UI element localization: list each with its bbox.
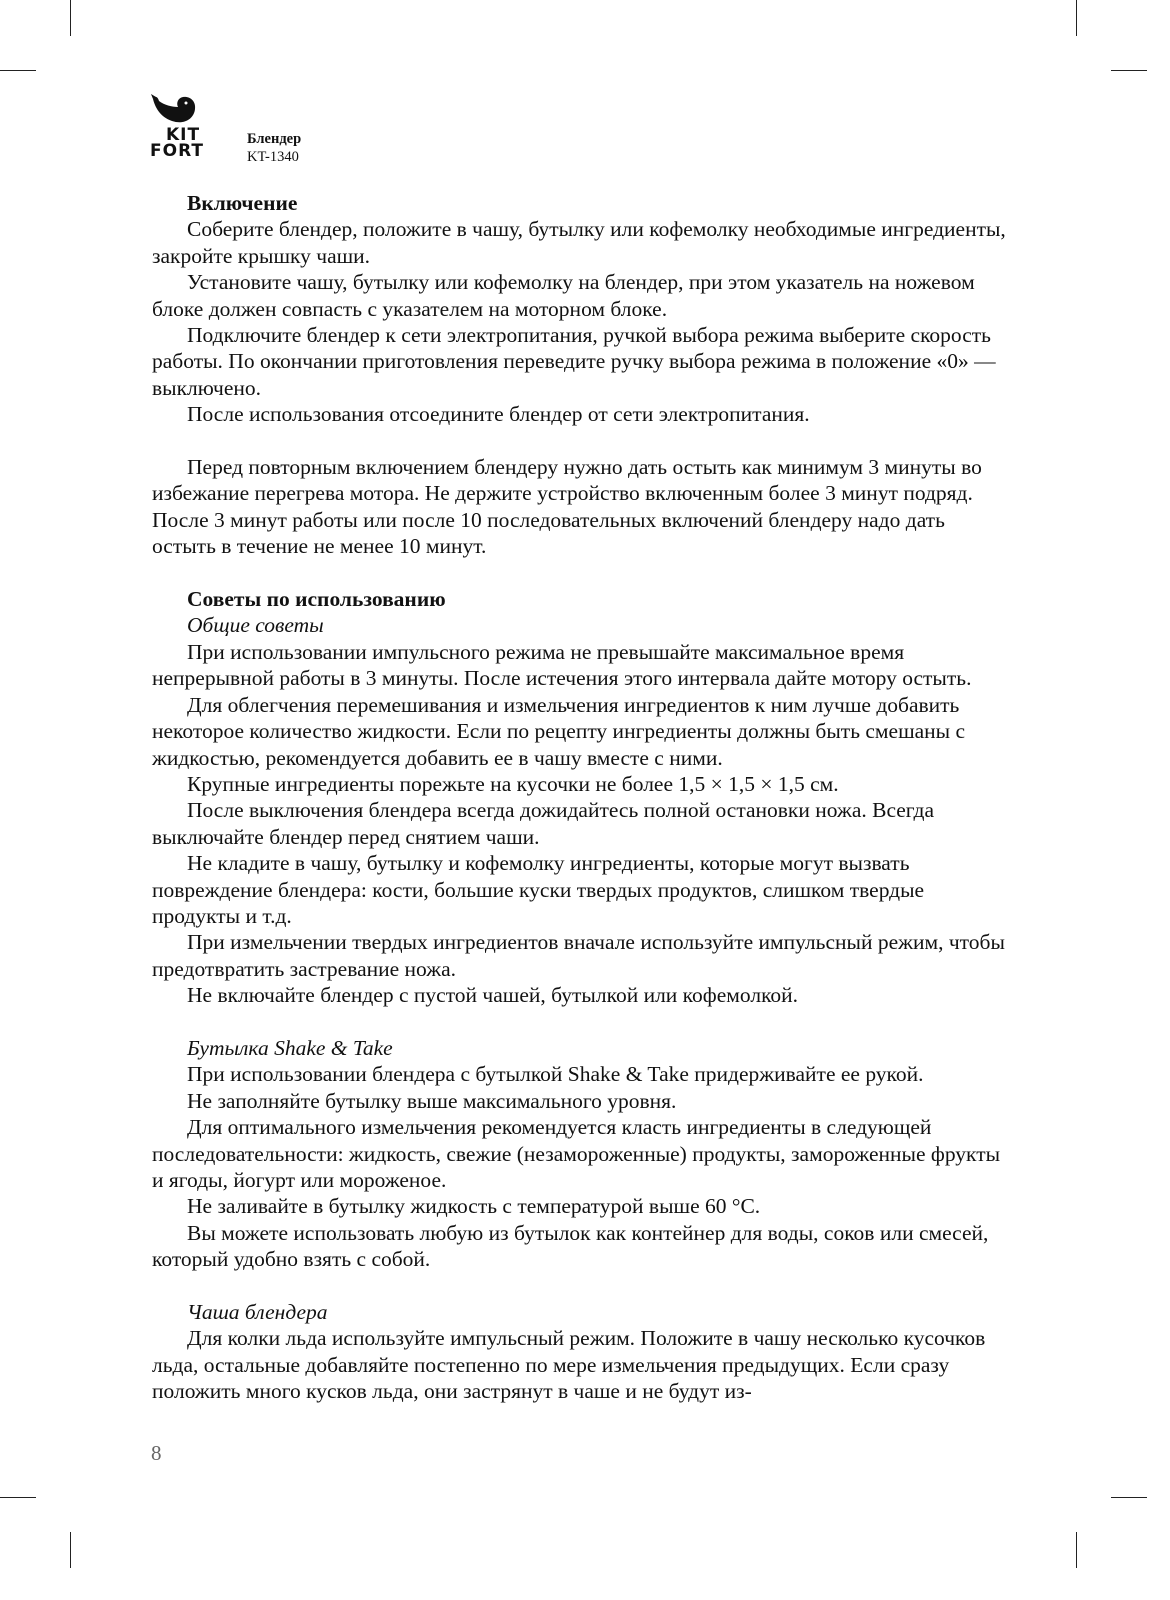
- subsection-title-bowl: Чаша блендера: [187, 1300, 328, 1324]
- subsection-title-bottle: Бутылка Shake & Take: [187, 1035, 393, 1060]
- crop-mark: [0, 70, 36, 71]
- paragraph: После использования отсоедините блендер от сети электропитания.: [187, 402, 810, 427]
- document-body: [152, 190, 1012, 1405]
- crop-mark: [1111, 70, 1147, 71]
- paragraph: Для оптимального измельчения рекомендуется класть ингредиенты в следующей последовательности: жидкость, свежие (незамороженные) продукты, замороженные фрукты и ягоды, йогурт или мороженое.: [152, 1115, 1001, 1192]
- crop-mark: [70, 0, 71, 36]
- section-title-power-on: Включение: [187, 191, 298, 215]
- paragraph: При измельчении твердых ингредиентов вначале используйте импульсный режим, чтобы предотвратить застревание ножа.: [152, 930, 1005, 981]
- paragraph: Для облегчения перемешивания и измельчения ингредиентов к ним лучше добавить некоторое количество жидкости. Если по рецепту ингредиенты должны быть смешаны с жидкостью, рекомендуется добавить ее в чашу вместе с ними.: [152, 692, 966, 770]
- paragraph: Подключите блендер к сети электропитания, ручкой выбора режима выберите скорость работы. По окончании приготовления переведите ручку выбора режима в положение «0» — выключено.: [152, 323, 996, 400]
- product-header: [247, 130, 301, 166]
- logo-line-2: FORT: [150, 141, 204, 161]
- paragraph: Не заполняйте бутылку выше максимального уровня.: [187, 1088, 677, 1113]
- page-number: 8: [151, 1441, 162, 1465]
- paragraph: Соберите блендер, положите в чашу, бутылку или кофемолку необходимые ингредиенты, закройте крышку чаши.: [152, 217, 1006, 268]
- product-model: KT-1340: [247, 149, 299, 165]
- crop-mark: [1111, 1497, 1147, 1498]
- subsection-title-general: Общие советы: [187, 613, 324, 638]
- paragraph: При использовании импульсного режима не превышайте максимальное время непрерывной работы в 3 минуты. После истечения этого интервала дайте мотору остыть.: [152, 639, 972, 691]
- paragraph: Вы можете использовать любую из бутылок как контейнер для воды, соков или смесей, который удобно взять с собой.: [152, 1220, 989, 1272]
- logo-wordmark: [150, 127, 230, 159]
- paragraph: Для колки льда используйте импульсный режим. Положите в чашу несколько кусочков льда, остальные добавляйте постепенно по мере измельчения предыдущих. Если сразу положить много кусков льда, они застрянут в чаше и не будут из-: [152, 1326, 986, 1404]
- brand-logo: [150, 93, 230, 159]
- paragraph: Установите чашу, бутылку или кофемолку на блендер, при этом указатель на ножевом блоке должен совпасть с указателем на моторном блоке.: [152, 270, 975, 321]
- whale-icon: [150, 93, 200, 127]
- section-title-tips: Советы по использованию: [187, 587, 446, 612]
- paragraph: Крупные ингредиенты порежьте на кусочки не более 1,5 × 1,5 × 1,5 см.: [187, 771, 839, 796]
- crop-mark: [70, 1532, 71, 1568]
- paragraph: Перед повторным включением блендеру нужно дать остыть как минимум 3 минуты во избежание перегрева мотора. Не держите устройство включенным более 3 минут подряд. После 3 минут работы или после 10 последовательных включений блендеру надо дать остыть в течение не менее 10 минут.: [152, 455, 982, 559]
- crop-mark: [1076, 1532, 1077, 1568]
- paragraph: Не заливайте в бутылку жидкость с температурой выше 60 °C.: [187, 1194, 761, 1219]
- paragraph: Не включайте блендер с пустой чашей, бутылкой или кофемолкой.: [187, 983, 799, 1008]
- paragraph: Не кладите в чашу, бутылку и кофемолку ингредиенты, которые могут вызвать повреждение блендера: кости, большие куски твердых продуктов, слишком твердые продукты и т.д.: [152, 851, 925, 928]
- crop-mark: [0, 1497, 36, 1498]
- product-name: Блендер: [247, 131, 302, 147]
- paragraph: После выключения блендера всегда дожидайтесь полной остановки ножа. Всегда выключайте блендер перед снятием чаши.: [152, 798, 935, 849]
- paragraph: При использовании блендера с бутылкой Shake & Take придерживайте ее рукой.: [187, 1062, 924, 1087]
- crop-mark: [1076, 0, 1077, 36]
- logo-line-1: KIT: [166, 125, 201, 145]
